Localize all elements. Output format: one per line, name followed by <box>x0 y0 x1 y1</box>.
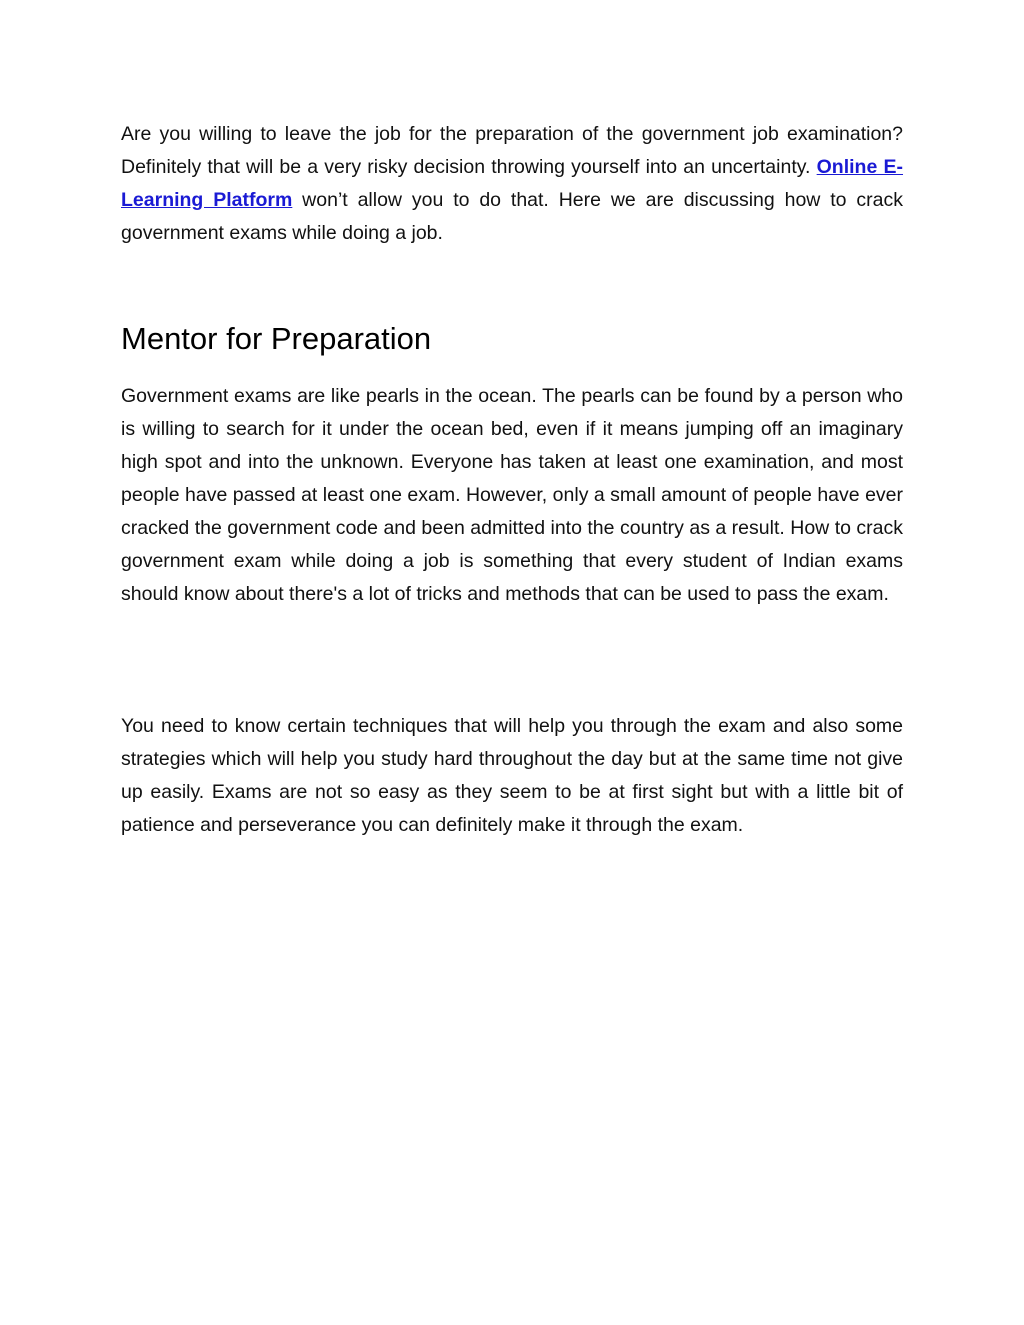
section-heading: Mentor for Preparation <box>121 321 432 356</box>
techniques-paragraph: You need to know certain techniques that will help you through the exam and also some strategies which will help you study hard throughout the day but at the same time not give up easily. Exams are not so easy as they seem to be at first sight but with a little bit of patience and perseverance you can definitely make it through the exam. <box>121 715 903 836</box>
document-body <box>121 118 903 836</box>
online-e-learning-platform-link[interactable]: Online E-Learning Platform <box>121 156 903 211</box>
pearls-paragraph: Government exams are like pearls in the ocean. The pearls can be found by a person who is willing to search for it under the ocean bed, even if it means jumping off an imaginary high spot and into the unknown. Everyone has taken at least one examination, and most people have passed at least one exam. However, only a small amount of people have ever cracked the government code and been admitted into the country as a result. How to crack government exam while doing a job is something that every student of Indian exams should know about there's a lot of tricks and methods that can be used to pass the exam. <box>121 385 903 605</box>
intro-text-after-link: won’t allow you to do that. Here we are discussing how to crack government exams while doing a job. <box>121 189 903 244</box>
intro-paragraph <box>121 118 903 250</box>
intro-text-before-link: Are you willing to leave the job for the preparation of the government job examination? Definitely that will be a very risky decision throwing yourself into an uncertainty. <box>121 123 903 178</box>
